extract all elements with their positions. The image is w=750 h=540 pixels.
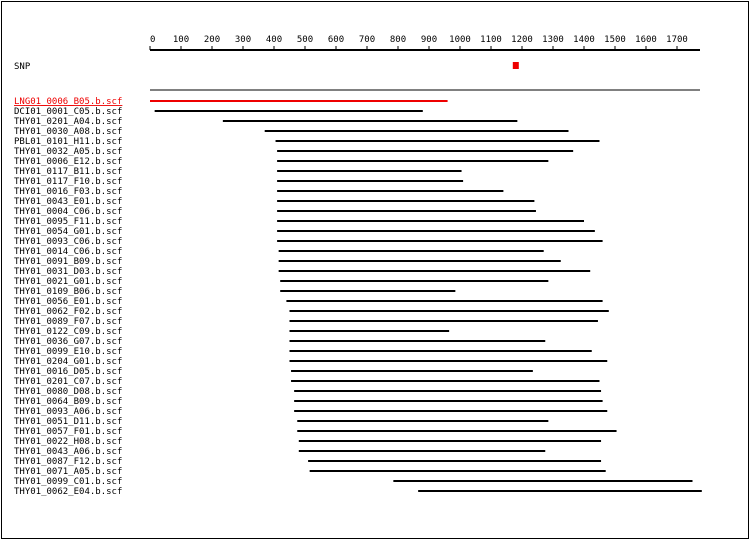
read-row	[14, 367, 533, 377]
read-name[interactable]: THY01_0122_C09.b.scf	[14, 327, 123, 337]
read-row	[14, 207, 536, 217]
read-row	[14, 107, 423, 117]
read-name[interactable]: THY01_0031_D03.b.scf	[14, 267, 123, 277]
read-row	[14, 427, 617, 437]
axis-tick-label: 200	[203, 35, 221, 45]
axis-tick-label: 1700	[666, 35, 688, 45]
read-row	[14, 287, 455, 297]
read-row	[14, 137, 600, 147]
read-name[interactable]: THY01_0062_F02.b.scf	[14, 307, 123, 317]
read-row	[14, 257, 561, 267]
read-name[interactable]: THY01_0117_F10.b.scf	[14, 177, 123, 187]
axis-tick-label: 0	[150, 35, 156, 45]
read-name[interactable]: THY01_0021_G01.b.scf	[14, 277, 123, 287]
read-name[interactable]: THY01_0089_F07.b.scf	[14, 317, 123, 327]
snp-marker	[513, 62, 519, 69]
read-name[interactable]: THY01_0064_B09.b.scf	[14, 397, 123, 407]
axis-tick-label: 1200	[511, 35, 533, 45]
read-row	[14, 327, 449, 337]
axis-tick-label: 900	[420, 35, 438, 45]
read-name[interactable]: THY01_0099_C01.b.scf	[14, 477, 123, 487]
read-row	[14, 487, 702, 497]
read-row	[14, 227, 595, 237]
read-row	[14, 467, 606, 477]
read-name[interactable]: THY01_0087_F12.b.scf	[14, 457, 123, 467]
read-row	[14, 307, 609, 317]
read-name[interactable]: THY01_0071_A05.b.scf	[14, 467, 123, 477]
read-row	[14, 97, 448, 107]
read-row	[14, 157, 548, 167]
read-name[interactable]: THY01_0095_F11.b.scf	[14, 217, 123, 227]
axis-tick-label: 700	[358, 35, 376, 45]
read-name[interactable]: THY01_0051_D11.b.scf	[14, 417, 123, 427]
read-name[interactable]: THY01_0099_E10.b.scf	[14, 347, 123, 357]
read-name[interactable]: THY01_0062_E04.b.scf	[14, 487, 123, 497]
axis-tick-label: 1100	[480, 35, 502, 45]
read-row	[14, 147, 573, 157]
axis-tick-label: 600	[327, 35, 345, 45]
read-row	[14, 167, 462, 177]
read-name[interactable]: THY01_0043_A06.b.scf	[14, 447, 123, 457]
read-row	[14, 237, 603, 247]
read-row	[14, 187, 503, 197]
read-row	[14, 267, 590, 277]
read-name[interactable]: THY01_0056_E01.b.scf	[14, 297, 123, 307]
position-axis	[150, 35, 700, 50]
read-name[interactable]: THY01_0030_A08.b.scf	[14, 127, 123, 137]
snp-label: SNP	[14, 62, 31, 72]
read-name[interactable]: THY01_0117_B11.b.scf	[14, 167, 123, 177]
read-row	[14, 337, 545, 347]
read-row	[14, 457, 601, 467]
read-name[interactable]: THY01_0006_E12.b.scf	[14, 157, 123, 167]
read-name[interactable]: THY01_0043_E01.b.scf	[14, 197, 123, 207]
read-row	[14, 417, 548, 427]
read-row	[14, 297, 603, 307]
read-name[interactable]: THY01_0093_A06.b.scf	[14, 407, 123, 417]
read-row	[14, 117, 517, 127]
axis-tick-label: 500	[296, 35, 314, 45]
read-row	[14, 177, 463, 187]
read-name[interactable]: THY01_0057_F01.b.scf	[14, 427, 123, 437]
axis-tick-label: 1400	[573, 35, 595, 45]
reads-list	[14, 97, 702, 497]
read-row	[14, 377, 600, 387]
read-name[interactable]: PBL01_0101_H11.b.scf	[14, 137, 123, 147]
axis-tick-label: 800	[389, 35, 407, 45]
axis-tick-label: 1500	[604, 35, 626, 45]
read-row	[14, 447, 545, 457]
read-row	[14, 387, 601, 397]
read-name[interactable]: DCI01_0001_C05.b.scf	[14, 107, 123, 117]
axis-tick-label: 1600	[635, 35, 657, 45]
read-row	[14, 317, 598, 327]
read-name[interactable]: THY01_0204_G01.b.scf	[14, 357, 123, 367]
read-name[interactable]: THY01_0032_A05.b.scf	[14, 147, 123, 157]
read-row	[14, 217, 584, 227]
read-name[interactable]: THY01_0016_D05.b.scf	[14, 367, 123, 377]
axis-tick-label: 400	[265, 35, 283, 45]
read-row	[14, 127, 569, 137]
read-name[interactable]: LNG01_0006_B05.b.scf	[14, 97, 123, 107]
read-row	[14, 397, 603, 407]
read-name[interactable]: THY01_0080_D08.b.scf	[14, 387, 123, 397]
axis-tick-label: 300	[234, 35, 252, 45]
axis-tick-label: 100	[172, 35, 190, 45]
read-row	[14, 357, 607, 367]
read-name[interactable]: THY01_0022_H08.b.scf	[14, 437, 123, 447]
read-name[interactable]: THY01_0054_G01.b.scf	[14, 227, 123, 237]
read-name[interactable]: THY01_0036_G07.b.scf	[14, 337, 123, 347]
read-name[interactable]: THY01_0091_B09.b.scf	[14, 257, 123, 267]
read-name[interactable]: THY01_0014_C06.b.scf	[14, 247, 123, 257]
read-name[interactable]: THY01_0201_C07.b.scf	[14, 377, 123, 387]
read-row	[14, 437, 601, 447]
read-row	[14, 347, 592, 357]
read-row	[14, 277, 548, 287]
axis-tick-label: 1000	[449, 35, 471, 45]
read-row	[14, 247, 544, 257]
axis-tick-label: 1300	[542, 35, 564, 45]
read-name[interactable]: THY01_0201_A04.b.scf	[14, 117, 123, 127]
read-name[interactable]: THY01_0093_C06.b.scf	[14, 237, 123, 247]
read-name[interactable]: THY01_0016_F03.b.scf	[14, 187, 123, 197]
read-name[interactable]: THY01_0109_B06.b.scf	[14, 287, 123, 297]
read-row	[14, 197, 534, 207]
read-row	[14, 407, 607, 417]
read-row	[14, 477, 693, 487]
read-name[interactable]: THY01_0004_C06.b.scf	[14, 207, 123, 217]
